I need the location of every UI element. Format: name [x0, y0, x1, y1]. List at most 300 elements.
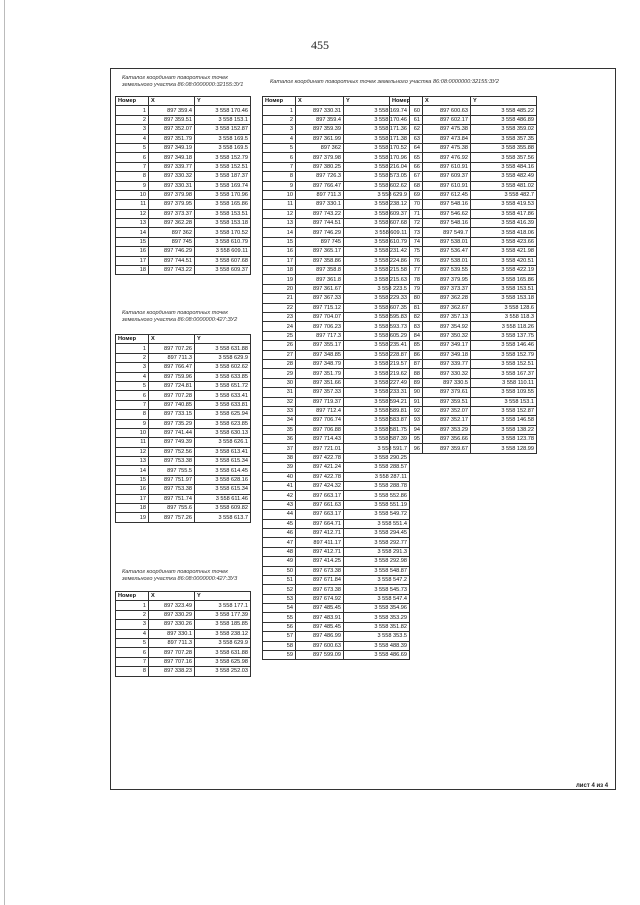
table-row	[263, 557, 410, 566]
table-row	[263, 547, 410, 556]
table-row	[116, 466, 251, 475]
y-coordinate: 3 558 615.34	[195, 485, 251, 494]
table-row	[116, 237, 251, 246]
y-coordinate: 3 558 613.7	[195, 513, 251, 522]
x-coordinate: 897 330.5	[423, 378, 471, 387]
x-coordinate: 897 712.4	[296, 406, 344, 415]
point-number: 14	[116, 228, 149, 237]
x-coordinate: 897 354.92	[423, 322, 471, 331]
y-coordinate: 3 558 602.62	[344, 181, 410, 190]
x-coordinate: 897 338.23	[149, 667, 195, 676]
x-coordinate: 897 719.37	[296, 397, 344, 406]
point-number: 90	[390, 388, 423, 397]
x-coordinate: 897 673.38	[296, 566, 344, 575]
x-coordinate: 897 351.66	[296, 378, 344, 387]
table-row	[263, 528, 410, 537]
point-number: 27	[263, 350, 296, 359]
y-coordinate: 3 558 170.46	[344, 115, 410, 124]
y-coordinate: 3 558 481.02	[471, 181, 537, 190]
x-coordinate: 897 414.25	[296, 557, 344, 566]
point-number: 12	[263, 209, 296, 218]
point-number: 7	[116, 657, 149, 666]
table-row	[390, 115, 537, 124]
table-row	[263, 181, 410, 190]
point-number: 16	[263, 247, 296, 256]
x-coordinate: 897 422.78	[296, 453, 344, 462]
table-row	[116, 400, 251, 409]
x-coordinate: 897 358.86	[296, 256, 344, 265]
x-coordinate: 897 610.91	[423, 181, 471, 190]
x-coordinate: 897 711.3	[296, 190, 344, 199]
y-coordinate: 3 558 545.73	[344, 585, 410, 594]
y-coordinate: 3 558 216.04	[344, 162, 410, 171]
x-coordinate: 897 711.3	[149, 638, 195, 647]
table-row	[263, 106, 410, 115]
y-coordinate: 3 558 128.6	[471, 303, 537, 312]
x-coordinate: 897 600.63	[296, 641, 344, 650]
point-number: 88	[390, 369, 423, 378]
x-coordinate: 897 353.29	[423, 425, 471, 434]
point-number: 8	[116, 410, 149, 419]
table-row	[263, 115, 410, 124]
y-coordinate: 3 558 171.38	[344, 134, 410, 143]
x-coordinate: 897 599.09	[296, 651, 344, 660]
point-number: 80	[390, 294, 423, 303]
point-number: 89	[390, 378, 423, 387]
table-row	[390, 406, 537, 415]
y-coordinate: 3 558 482.49	[471, 172, 537, 181]
y-coordinate: 3 558 357.56	[471, 153, 537, 162]
point-number: 57	[263, 632, 296, 641]
y-coordinate: 3 558 138.22	[471, 425, 537, 434]
x-coordinate: 897 355.17	[296, 341, 344, 350]
y-coordinate: 3 558 418.06	[471, 228, 537, 237]
table-row	[390, 322, 537, 331]
x-coordinate: 897 339.77	[149, 162, 195, 171]
point-number: 8	[263, 172, 296, 181]
y-coordinate: 3 558 238.12	[344, 200, 410, 209]
point-number: 6	[116, 648, 149, 657]
y-coordinate: 3 558 185.85	[195, 620, 251, 629]
table-row	[116, 353, 251, 362]
x-coordinate: 897 359.67	[423, 444, 471, 453]
table-row	[390, 106, 537, 115]
point-number: 85	[390, 341, 423, 350]
y-coordinate: 3 558 547.4	[344, 594, 410, 603]
point-number: 16	[116, 247, 149, 256]
point-number: 16	[116, 485, 149, 494]
table-row	[116, 485, 251, 494]
point-number: 81	[390, 303, 423, 312]
coords-table-32155-zu2-part1	[262, 96, 410, 660]
point-number: 41	[263, 482, 296, 491]
column-header-num: Номер	[116, 335, 149, 344]
y-coordinate: 3 558 573.05	[344, 172, 410, 181]
sheet-label: лист 4 из 4	[576, 783, 609, 789]
y-coordinate: 3 558 589.81	[344, 406, 410, 415]
y-coordinate: 3 558 215.63	[344, 275, 410, 284]
point-number: 15	[263, 237, 296, 246]
y-coordinate: 3 558 583.87	[344, 416, 410, 425]
y-coordinate: 3 558 291.3	[344, 547, 410, 556]
point-number: 45	[263, 519, 296, 528]
point-number: 7	[116, 400, 149, 409]
y-coordinate: 3 558 633.85	[195, 372, 251, 381]
table-row	[116, 504, 251, 513]
table-row	[263, 538, 410, 547]
point-number: 6	[116, 153, 149, 162]
page-number: 455	[311, 38, 329, 52]
y-coordinate: 3 558 625.98	[195, 657, 251, 666]
y-coordinate: 3 558 629.9	[344, 190, 410, 199]
y-coordinate: 3 558 423.66	[471, 237, 537, 246]
point-number: 91	[390, 397, 423, 406]
point-number: 19	[263, 275, 296, 284]
y-coordinate: 3 558 549.72	[344, 510, 410, 519]
x-coordinate: 897 411.17	[296, 538, 344, 547]
table-row	[263, 312, 410, 321]
point-number: 30	[263, 378, 296, 387]
table-row	[263, 284, 410, 293]
table-row	[263, 134, 410, 143]
table-row	[390, 153, 537, 162]
table-row	[263, 303, 410, 312]
point-number: 3	[116, 620, 149, 629]
x-coordinate: 897 539.55	[423, 266, 471, 275]
table-row	[263, 331, 410, 340]
point-number: 38	[263, 453, 296, 462]
catalog-caption-zu2: Каталог координат поворотных точек земельного участка 86:08:0000000:427:ЗУ2	[122, 310, 238, 323]
x-coordinate: 897 357.13	[423, 312, 471, 321]
y-coordinate: 3 558 623.85	[195, 419, 251, 428]
y-coordinate: 3 558 152.79	[471, 350, 537, 359]
table-row	[390, 359, 537, 368]
point-number: 6	[263, 153, 296, 162]
y-coordinate: 3 558 629.9	[195, 353, 251, 362]
table-row	[263, 322, 410, 331]
point-number: 40	[263, 472, 296, 481]
y-coordinate: 3 558 581.75	[344, 425, 410, 434]
table-row	[390, 303, 537, 312]
point-number: 29	[263, 369, 296, 378]
table-row	[390, 312, 537, 321]
table-row	[116, 648, 251, 657]
point-number: 12	[116, 447, 149, 456]
x-coordinate: 897 740.85	[149, 400, 195, 409]
y-coordinate: 3 558 614.45	[195, 466, 251, 475]
table-row	[263, 219, 410, 228]
x-coordinate: 897 707.28	[149, 648, 195, 657]
x-coordinate: 897 476.92	[423, 153, 471, 162]
table-row	[263, 388, 410, 397]
point-number: 36	[263, 435, 296, 444]
point-number: 18	[116, 266, 149, 275]
x-coordinate: 897 757.26	[149, 513, 195, 522]
table-header-row	[116, 335, 251, 344]
y-coordinate: 3 558 170.52	[344, 143, 410, 152]
x-coordinate: 897 717.3	[296, 331, 344, 340]
point-number: 53	[263, 594, 296, 603]
x-coordinate: 897 753.38	[149, 485, 195, 494]
table-row	[263, 397, 410, 406]
y-coordinate: 3 558 486.69	[344, 651, 410, 660]
point-number: 61	[390, 115, 423, 124]
x-coordinate: 897 323.49	[149, 601, 195, 610]
x-coordinate: 897 379.95	[149, 200, 195, 209]
y-coordinate: 3 558 485.22	[471, 106, 537, 115]
y-coordinate: 3 558 170.52	[195, 228, 251, 237]
y-coordinate: 3 558 152.51	[471, 359, 537, 368]
x-coordinate: 897 485.45	[296, 622, 344, 631]
point-number: 8	[116, 172, 149, 181]
x-coordinate: 897 358.8	[296, 266, 344, 275]
table-row	[116, 106, 251, 115]
y-coordinate: 3 558 233.31	[344, 388, 410, 397]
x-coordinate: 897 365.17	[296, 247, 344, 256]
table-row	[116, 190, 251, 199]
point-number: 8	[116, 667, 149, 676]
x-coordinate: 897 373.37	[149, 209, 195, 218]
point-number: 4	[263, 134, 296, 143]
table-row	[390, 341, 537, 350]
y-coordinate: 3 558 359.02	[471, 125, 537, 134]
x-coordinate: 897 348.79	[296, 359, 344, 368]
table-row	[390, 162, 537, 171]
scan-edge-line	[4, 0, 5, 905]
point-number: 9	[263, 181, 296, 190]
table-row	[116, 153, 251, 162]
table-row	[263, 294, 410, 303]
point-number: 63	[390, 134, 423, 143]
y-coordinate: 3 558 609.11	[344, 228, 410, 237]
table-row	[116, 363, 251, 372]
table-row	[263, 266, 410, 275]
coords-table-32155-zu2-part2	[389, 96, 537, 454]
y-coordinate: 3 558 591.7	[344, 444, 410, 453]
point-number: 12	[116, 209, 149, 218]
x-coordinate: 897 373.37	[423, 284, 471, 293]
point-number: 7	[116, 162, 149, 171]
x-coordinate: 897 412.71	[296, 528, 344, 537]
y-coordinate: 3 558 631.88	[195, 344, 251, 353]
x-coordinate: 897 421.24	[296, 463, 344, 472]
table-row	[116, 209, 251, 218]
x-coordinate: 897 673.38	[296, 585, 344, 594]
column-header-num: Номер	[116, 97, 149, 106]
y-coordinate: 3 558 153.1	[471, 397, 537, 406]
y-coordinate: 3 558 651.72	[195, 381, 251, 390]
point-number: 25	[263, 331, 296, 340]
y-coordinate: 3 558 602.62	[195, 363, 251, 372]
point-number: 33	[263, 406, 296, 415]
y-coordinate: 3 558 611.46	[195, 494, 251, 503]
table-row	[263, 519, 410, 528]
point-number: 5	[116, 381, 149, 390]
y-coordinate: 3 558 607.35	[344, 303, 410, 312]
y-coordinate: 3 558 593.73	[344, 322, 410, 331]
x-coordinate: 897 714.43	[296, 435, 344, 444]
point-number: 82	[390, 312, 423, 321]
x-coordinate: 897 367.33	[296, 294, 344, 303]
table-row	[390, 275, 537, 284]
table-row	[116, 143, 251, 152]
table-row	[116, 610, 251, 619]
x-coordinate: 897 330.26	[149, 620, 195, 629]
table-row	[390, 425, 537, 434]
y-coordinate: 3 558 110.11	[471, 378, 537, 387]
point-number: 78	[390, 275, 423, 284]
point-number: 3	[116, 363, 149, 372]
x-coordinate: 897 612.45	[423, 190, 471, 199]
coords-table-zu3	[115, 591, 251, 677]
x-coordinate: 897 473.84	[423, 134, 471, 143]
table-row	[116, 172, 251, 181]
x-coordinate: 897 743.22	[149, 266, 195, 275]
table-row	[263, 510, 410, 519]
point-number: 66	[390, 162, 423, 171]
table-row	[390, 134, 537, 143]
y-coordinate: 3 558 625.94	[195, 410, 251, 419]
point-number: 1	[116, 106, 149, 115]
table-row	[263, 566, 410, 575]
column-header-x: X	[149, 97, 195, 106]
x-coordinate: 897 743.22	[296, 209, 344, 218]
y-coordinate: 3 558 152.79	[195, 153, 251, 162]
table-row	[390, 247, 537, 256]
table-row	[263, 237, 410, 246]
x-coordinate: 897 339.77	[423, 359, 471, 368]
table-row	[263, 200, 410, 209]
column-header-x: X	[423, 97, 471, 106]
catalog-caption-32155-zu2: Каталог координат поворотных точек земельного участка 86:08:0000000:32155:ЗУ2	[270, 79, 499, 85]
table-row	[116, 629, 251, 638]
y-coordinate: 3 558 548.87	[344, 566, 410, 575]
y-coordinate: 3 558 609.82	[195, 504, 251, 513]
x-coordinate: 897 351.79	[296, 369, 344, 378]
x-coordinate: 897 330.31	[149, 181, 195, 190]
x-coordinate: 897 379.98	[149, 190, 195, 199]
x-coordinate: 897 379.61	[423, 388, 471, 397]
point-number: 46	[263, 528, 296, 537]
x-coordinate: 897 538.01	[423, 237, 471, 246]
point-number: 24	[263, 322, 296, 331]
point-number: 10	[116, 190, 149, 199]
y-coordinate: 3 558 488.39	[344, 641, 410, 650]
point-number: 55	[263, 613, 296, 622]
x-coordinate: 897 721.01	[296, 444, 344, 453]
point-number: 2	[116, 353, 149, 362]
y-coordinate: 3 558 169.74	[344, 106, 410, 115]
x-coordinate: 897 745	[296, 237, 344, 246]
y-coordinate: 3 558 153.51	[471, 284, 537, 293]
table-row	[116, 428, 251, 437]
x-coordinate: 897 380.25	[296, 162, 344, 171]
x-coordinate: 897 359.39	[296, 125, 344, 134]
x-coordinate: 897 483.91	[296, 613, 344, 622]
x-coordinate: 897 707.16	[149, 657, 195, 666]
x-coordinate: 897 744.51	[149, 256, 195, 265]
table-row	[390, 200, 537, 209]
point-number: 64	[390, 143, 423, 152]
point-number: 84	[390, 331, 423, 340]
y-coordinate: 3 558 354.96	[344, 604, 410, 613]
y-coordinate: 3 558 484.16	[471, 162, 537, 171]
table-header-row	[116, 592, 251, 601]
table-row	[263, 172, 410, 181]
y-coordinate: 3 558 294.45	[344, 528, 410, 537]
point-number: 31	[263, 388, 296, 397]
point-number: 87	[390, 359, 423, 368]
x-coordinate: 897 361.99	[296, 134, 344, 143]
point-number: 28	[263, 359, 296, 368]
y-coordinate: 3 558 171.36	[344, 125, 410, 134]
table-row	[263, 416, 410, 425]
table-row	[263, 453, 410, 462]
y-coordinate: 3 558 152.51	[195, 162, 251, 171]
y-coordinate: 3 558 153.1	[195, 115, 251, 124]
table-row	[390, 125, 537, 134]
x-coordinate: 897 609.37	[423, 172, 471, 181]
point-number: 3	[116, 125, 149, 134]
y-coordinate: 3 558 626.1	[195, 438, 251, 447]
x-coordinate: 897 351.79	[149, 134, 195, 143]
point-number: 22	[263, 303, 296, 312]
table-row	[263, 444, 410, 453]
table-row	[263, 378, 410, 387]
table-row	[390, 378, 537, 387]
x-coordinate: 897 766.47	[149, 363, 195, 372]
table-row	[390, 228, 537, 237]
point-number: 71	[390, 209, 423, 218]
table-row	[263, 406, 410, 415]
x-coordinate: 897 330.31	[296, 106, 344, 115]
point-number: 11	[116, 200, 149, 209]
point-number: 4	[116, 629, 149, 638]
y-coordinate: 3 558 227.49	[344, 378, 410, 387]
table-row	[263, 463, 410, 472]
column-header-x: X	[149, 592, 195, 601]
y-coordinate: 3 558 153.51	[195, 209, 251, 218]
x-coordinate: 897 546.62	[423, 209, 471, 218]
y-coordinate: 3 558 219.57	[344, 359, 410, 368]
table-header-row	[390, 97, 537, 106]
y-coordinate: 3 558 109.55	[471, 388, 537, 397]
y-coordinate: 3 558 551.19	[344, 500, 410, 509]
table-row	[263, 425, 410, 434]
table-row	[390, 416, 537, 425]
table-row	[263, 209, 410, 218]
point-number: 18	[116, 504, 149, 513]
x-coordinate: 897 752.56	[149, 447, 195, 456]
y-coordinate: 3 558 123.78	[471, 435, 537, 444]
point-number: 23	[263, 312, 296, 321]
x-coordinate: 897 706.23	[296, 322, 344, 331]
column-header-x: X	[296, 97, 344, 106]
table-row	[390, 181, 537, 190]
y-coordinate: 3 558 177.39	[195, 610, 251, 619]
y-coordinate: 3 558 152.87	[195, 125, 251, 134]
table-row	[263, 153, 410, 162]
point-number: 69	[390, 190, 423, 199]
y-coordinate: 3 558 137.75	[471, 331, 537, 340]
x-coordinate: 897 362	[149, 228, 195, 237]
table-row	[390, 266, 537, 275]
x-coordinate: 897 362.28	[423, 294, 471, 303]
table-row	[263, 190, 410, 199]
table-row	[390, 190, 537, 199]
point-number: 52	[263, 585, 296, 594]
y-coordinate: 3 558 482.7	[471, 190, 537, 199]
